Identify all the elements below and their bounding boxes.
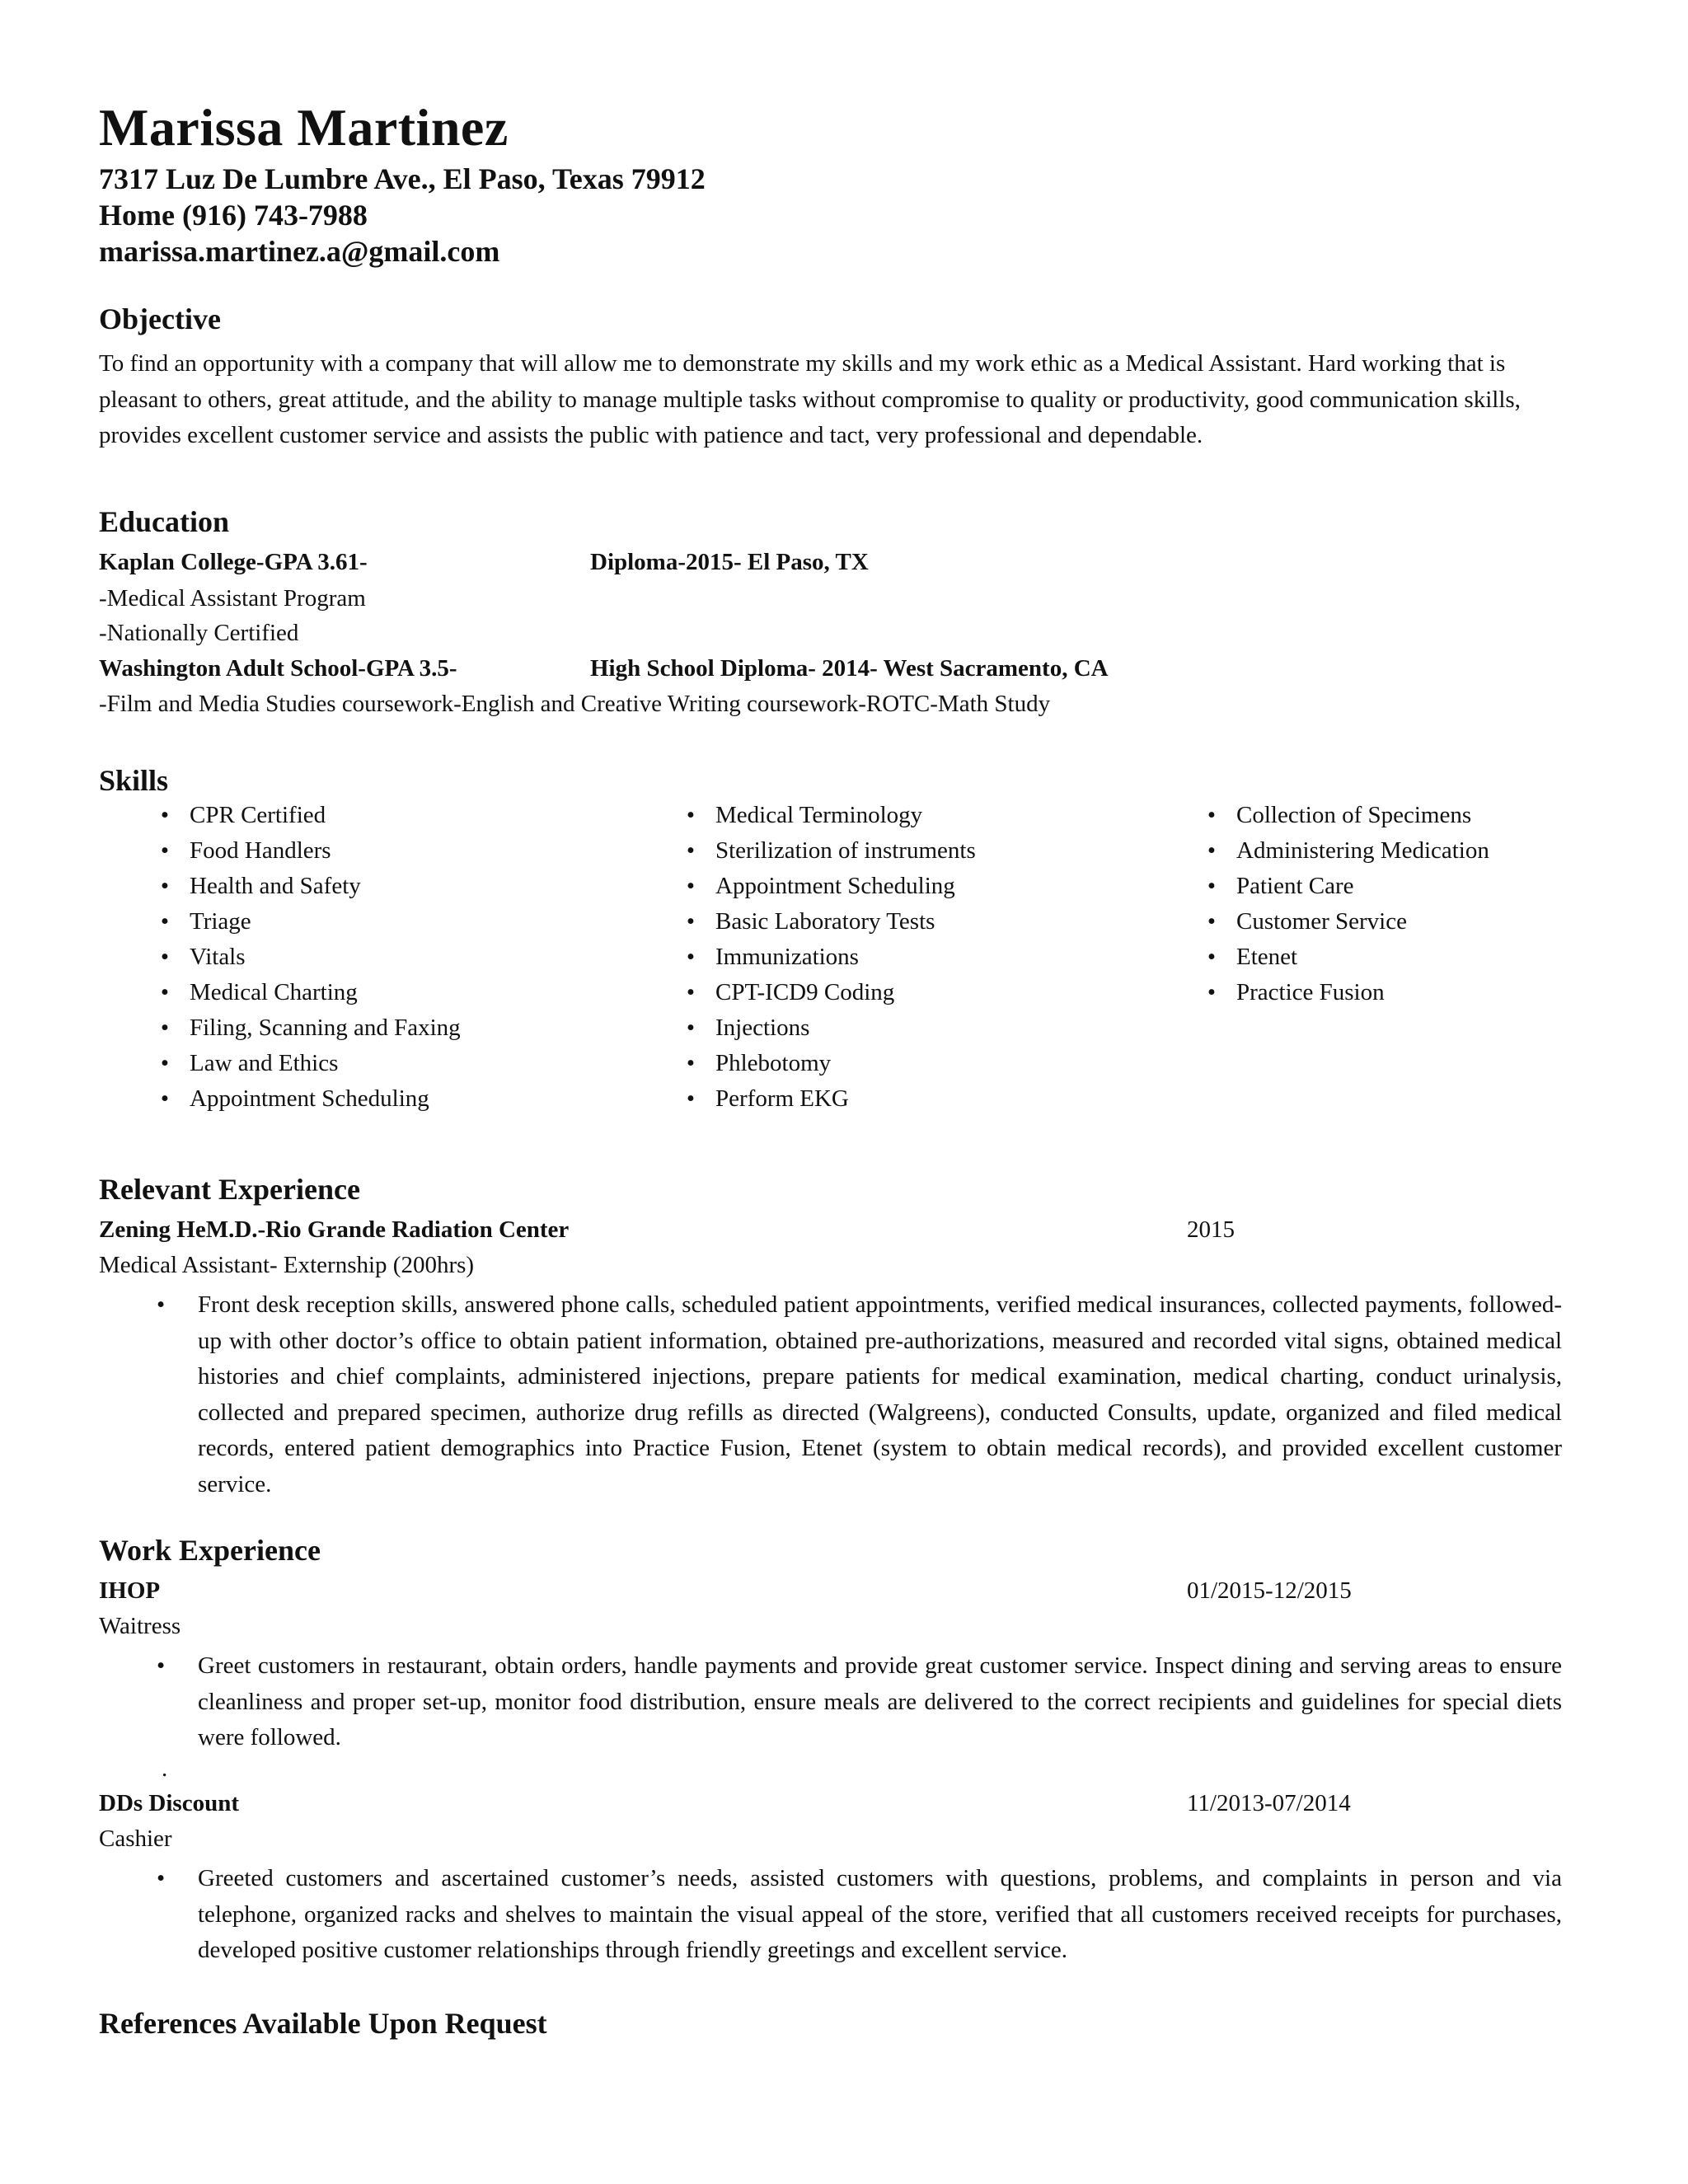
skill-label: CPT-ICD9 Coding — [715, 979, 895, 1005]
skill-item — [1203, 940, 1688, 975]
skill-label: Immunizations — [715, 944, 859, 970]
skill-item — [682, 940, 1177, 975]
relevant-employer: Zening HeM.D.-Rio Grande Radiation Center — [99, 1216, 570, 1243]
skill-label: Basic Laboratory Tests — [715, 908, 935, 935]
school-2-name: Washington Adult School-GPA 3.5- — [99, 655, 457, 682]
bullet-marker: • — [686, 1085, 696, 1112]
skill-label: Sterilization of instruments — [715, 837, 976, 864]
skill-label: Patient Care — [1236, 873, 1354, 899]
bullet-marker: • — [160, 802, 170, 828]
skill-item — [682, 975, 1177, 1010]
skill-item — [157, 798, 651, 833]
skill-item — [157, 869, 651, 904]
bullet-marker: • — [160, 1050, 170, 1076]
skill-item — [682, 798, 1177, 833]
skill-label: Phlebotomy — [715, 1050, 832, 1076]
bullet-marker: • — [160, 944, 170, 970]
skill-label: Vitals — [190, 944, 246, 970]
job-1-date: 01/2015-12/2015 — [1187, 1577, 1352, 1604]
skill-label: Etenet — [1236, 944, 1298, 970]
skill-label: Triage — [190, 908, 251, 935]
bullet-marker: • — [1207, 979, 1217, 1005]
references-heading: References Available Upon Request — [99, 2007, 547, 2040]
school-1-detail: -Nationally Certified — [99, 620, 299, 646]
skill-item — [157, 1046, 651, 1081]
bullet-marker: • — [160, 873, 170, 899]
skill-item — [1203, 833, 1688, 869]
bullet-marker: • — [686, 944, 696, 970]
email-line: marissa.martinez.a@gmail.com — [99, 235, 500, 268]
job-2-employer: DDs Discount — [99, 1790, 239, 1816]
skill-label: Medical Terminology — [715, 802, 923, 828]
skill-item — [682, 1046, 1177, 1081]
skill-item — [157, 904, 651, 940]
school-1-detail: -Medical Assistant Program — [99, 585, 366, 612]
phone-line: Home (916) 743-7988 — [99, 199, 368, 232]
bullet-marker: • — [686, 1050, 696, 1076]
skill-item — [1203, 869, 1688, 904]
skill-label: Law and Ethics — [190, 1050, 339, 1076]
skill-item — [157, 1081, 651, 1117]
job-2-role: Cashier — [99, 1825, 172, 1852]
skill-item — [157, 833, 651, 869]
skill-label: Appointment Scheduling — [190, 1085, 429, 1112]
school-2-detail: -Film and Media Studies coursework-English and Creative Writing coursework-ROTC-Math Study — [99, 691, 1051, 717]
bullet-marker: • — [160, 837, 170, 864]
skill-item — [1203, 798, 1688, 833]
address-line: 7317 Luz De Lumbre Ave., El Paso, Texas 79912 — [99, 162, 706, 195]
relevant-description: Front desk reception skills, answered phone calls, scheduled patient appointments, verified medical insurances, collected payments, followed-up with other doctor’s office to obtain patient information, obtained pre-authorizations, measured and recorded vital signs, obtained medical histories and chief complaints, administered injections, prepare patients for medical examination, medical charting, conduct urinalysis, collected and prepared specimen, authorize drug refills as directed (Walgreens), conducted Consults, update, organized and filed medical records, entered patient demographics into Practice Fusion, Etenet (system to obtain medical records), and provided excellent customer service. — [198, 1291, 1562, 1497]
bullet-marker: • — [686, 1015, 696, 1041]
skill-label: Practice Fusion — [1236, 979, 1385, 1005]
skill-label: Collection of Specimens — [1236, 802, 1472, 828]
bullet-marker: • — [160, 1085, 170, 1112]
job-1-employer: IHOP — [99, 1577, 161, 1604]
skills-column-1 — [157, 798, 651, 1117]
bullet-marker: • — [160, 1015, 170, 1041]
skill-item — [1203, 904, 1688, 940]
skill-item — [157, 940, 651, 975]
bullet-marker: • — [157, 1652, 166, 1679]
school-2-degree: High School Diploma- 2014- West Sacramento, CA — [590, 655, 1109, 682]
job-1-role: Waitress — [99, 1613, 181, 1639]
stray-period: . — [162, 1755, 168, 1782]
bullet-marker: • — [686, 802, 696, 828]
skill-label: Customer Service — [1236, 908, 1407, 935]
bullet-marker: • — [686, 837, 696, 864]
bullet-marker: • — [160, 908, 170, 935]
bullet-marker: • — [686, 908, 696, 935]
skill-label: Health and Safety — [190, 873, 361, 899]
skill-item — [157, 1010, 651, 1046]
skill-label: Appointment Scheduling — [715, 873, 955, 899]
bullet-marker: • — [1207, 802, 1217, 828]
relevant-date: 2015 — [1187, 1216, 1235, 1243]
bullet-marker: • — [160, 979, 170, 1005]
skill-label: Medical Charting — [190, 979, 358, 1005]
bullet-marker: • — [157, 1865, 166, 1891]
skill-item — [1203, 975, 1688, 1010]
job-1-description: Greet customers in restaurant, obtain orders, handle payments and provide great customer service. Inspect dining and serving areas to ensure cleanliness and proper set-up, monitor food distribution, ensure meals are delivered to the correct recipients and guidelines for special diets were followed. — [198, 1652, 1562, 1750]
skill-item — [682, 904, 1177, 940]
education-heading: Education — [99, 505, 230, 538]
skill-item — [157, 975, 651, 1010]
skill-label: Perform EKG — [715, 1085, 849, 1112]
work-experience-heading: Work Experience — [99, 1534, 321, 1567]
skills-heading: Skills — [99, 764, 169, 797]
relevant-experience-heading: Relevant Experience — [99, 1173, 360, 1206]
school-1-degree: Diploma-2015- El Paso, TX — [590, 549, 869, 575]
job-2-description: Greeted customers and ascertained customer’s needs, assisted customers with questions, problems, and complaints in person and via telephone, organized racks and shelves to maintain the visual appeal of the store, verified that all customers received receipts for purchases, developed positive customer relationships through friendly greetings and excellent service. — [198, 1865, 1562, 1963]
objective-heading: Objective — [99, 302, 221, 335]
skills-column-3 — [1203, 798, 1688, 1010]
skill-item — [682, 833, 1177, 869]
school-1-name: Kaplan College-GPA 3.61- — [99, 549, 368, 575]
skill-item — [682, 869, 1177, 904]
bullet-marker: • — [686, 873, 696, 899]
bullet-marker: • — [1207, 873, 1217, 899]
skill-label: CPR Certified — [190, 802, 326, 828]
bullet-marker: • — [1207, 908, 1217, 935]
bullet-marker: • — [1207, 837, 1217, 864]
skill-label: Injections — [715, 1015, 810, 1041]
skill-label: Food Handlers — [190, 837, 331, 864]
skill-item — [682, 1081, 1177, 1117]
bullet-marker: • — [686, 979, 696, 1005]
skill-label: Filing, Scanning and Faxing — [190, 1015, 461, 1041]
bullet-marker: • — [157, 1291, 166, 1318]
bullet-marker: • — [1207, 944, 1217, 970]
skill-item — [682, 1010, 1177, 1046]
relevant-role: Medical Assistant- Externship (200hrs) — [99, 1252, 475, 1278]
skills-column-2 — [682, 798, 1177, 1117]
resume-name: Marissa Martinez — [99, 98, 509, 157]
objective-text: To find an opportunity with a company that will allow me to demonstrate my skills and my work ethic as a Medical Assistant. Hard working that is pleasant to others, great attitude, and the ability to manage multiple tasks without compromise to quality or productivity, good communication skills, provides excellent customer service and assists the public with patience and tact, very professional and dependable. — [99, 350, 1521, 448]
skill-label: Administering Medication — [1236, 837, 1489, 864]
job-2-date: 11/2013-07/2014 — [1187, 1790, 1351, 1816]
